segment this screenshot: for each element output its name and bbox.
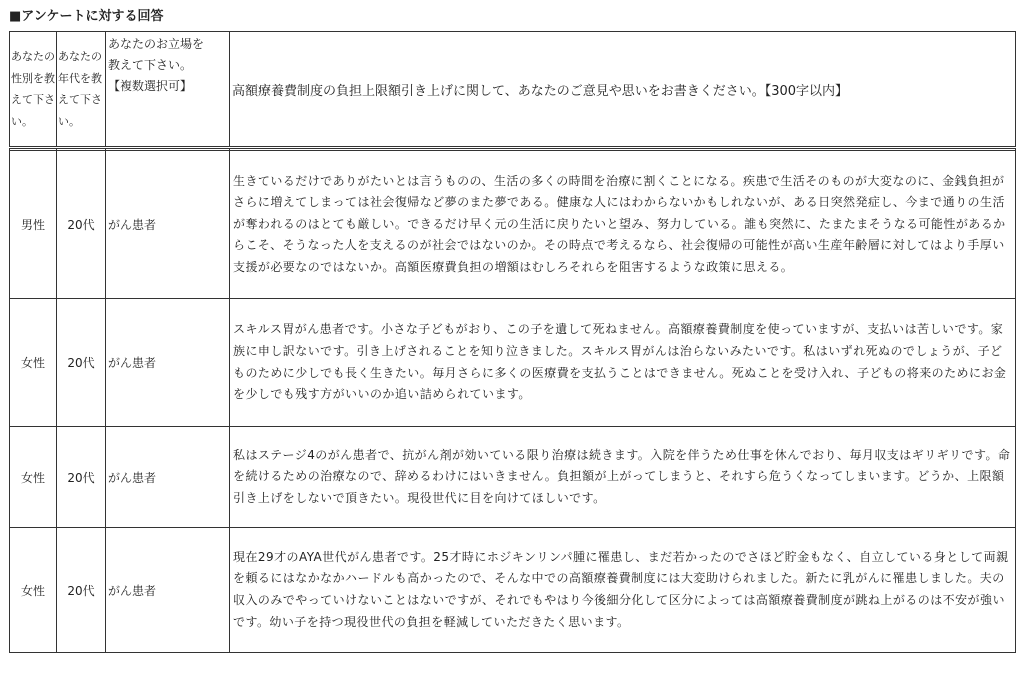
cell-gender: 男性	[10, 151, 57, 299]
header-gender: あなたの性別を教えて下さい。	[10, 32, 57, 148]
table-row	[10, 427, 1016, 528]
cell-gender: 女性	[10, 528, 57, 653]
header-position	[106, 32, 230, 148]
table-row	[10, 299, 1016, 427]
cell-position: がん患者	[106, 427, 230, 528]
cell-position: がん患者	[106, 299, 230, 427]
cell-age: 20代	[57, 427, 106, 528]
page-title: ■アンケートに対する回答	[9, 9, 164, 24]
header-position-line1: あなたのお立場を	[108, 37, 205, 51]
header-question: 高額療養費制度の負担上限額引き上げに関して、あなたのご意見や思いをお書きください。【300字以内】	[230, 32, 1016, 148]
cell-position: がん患者	[106, 528, 230, 653]
cell-gender: 女性	[10, 427, 57, 528]
header-position-line2: 教えて下さい。	[108, 58, 193, 72]
cell-answer: スキルス胃がん患者です。小さな子どもがおり、この子を遺して死ねません。高額療養費制度を使っていますが、支払いは苦しいです。家族に申し訳ないです。引き上げされることを知り泣きました。スキルス胃がんは治らないみたいです。私はいずれ死ぬのでしょうが、子どものために少しでも長く生きたい。毎月さらに多くの医療費を支払うことはできません。死ぬことを受け入れ、子どもの将来のためにお金を少しでも残す方がいいのか追い詰められています。	[230, 299, 1016, 427]
table-row	[10, 528, 1016, 653]
header-row	[10, 32, 1016, 148]
cell-age: 20代	[57, 151, 106, 299]
cell-gender: 女性	[10, 299, 57, 427]
cell-age: 20代	[57, 299, 106, 427]
header-position-line3: 【複数選択可】	[108, 79, 193, 93]
header-age: あなたの年代を教えて下さい。	[57, 32, 106, 148]
cell-age: 20代	[57, 528, 106, 653]
survey-table	[9, 31, 1016, 653]
cell-answer: 生きているだけでありがたいとは言うものの、生活の多くの時間を治療に割くことになる。疾患で生活そのものが大変なのに、金銭負担がさらに増えてしまっては社会復帰など夢のまた夢である。健康な人にはわからないかもしれないが、ある日突然発症し、今まで通りの生活が奪われるのはとても厳しい。できるだけ早く元の生活に戻りたいと望み、努力している。誰も突然に、たまたまそうなる可能性があるからこそ、そうなった人を支えるのが社会ではないのか。その時点で考えるなら、社会復帰の可能性が高い生産年齢層に対してはより手厚い支援が必要なのではないか。高額医療費負担の増額はむしろそれらを阻害するような政策に思える。	[230, 151, 1016, 299]
cell-answer: 私はステージ4のがん患者で、抗がん剤が効いている限り治療は続きます。入院を伴うため仕事を休んでおり、毎月収支はギリギリです。命を続けるための治療なので、辞めるわけにはいきません。負担額が上がってしまうと、それすら危うくなってしまいます。どうか、上限額引き上げをしないで頂きたい。現役世代に目を向けてほしいです。	[230, 427, 1016, 528]
table-row	[10, 151, 1016, 299]
cell-position: がん患者	[106, 151, 230, 299]
cell-answer: 現在29才のAYA世代がん患者です。25才時にホジキンリンパ腫に罹患し、まだ若かったのでさほど貯金もなく、自立している身として両親を頼るにはなかなかハードルも高かったので、そんな中での高額療養費制度には大変助けられました。新たに乳がんに罹患しました。夫の収入のみでやっていけないことはないですが、それでもやはり今後細分化して区分によっては高額療養費制度が跳ね上がるのは不安が強いです。幼い子を持つ現役世代の負担を軽減していただきたく思います。	[230, 528, 1016, 653]
